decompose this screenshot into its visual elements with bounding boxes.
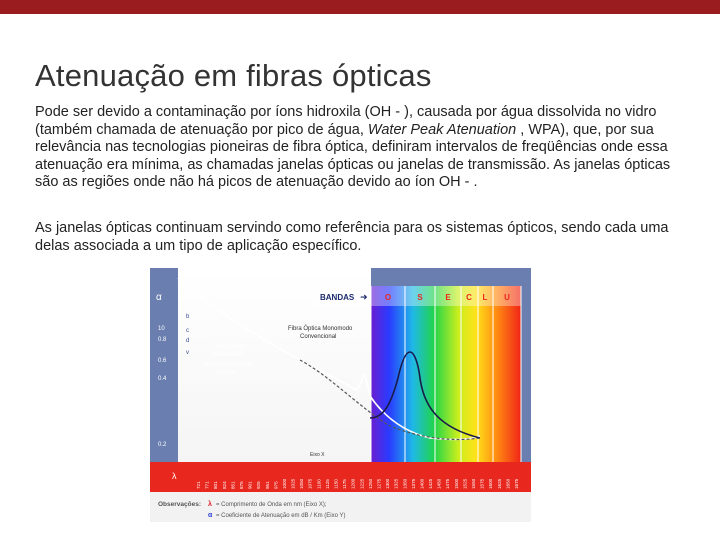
wavelength-label: 1225 bbox=[359, 478, 365, 489]
wavelength-label: 1275 bbox=[376, 478, 382, 489]
spectrum-band-region bbox=[371, 286, 521, 462]
y-tick-label: 0.2 bbox=[158, 442, 167, 448]
wavelength-label: 1625 bbox=[496, 478, 502, 489]
wavelength-label: 801 bbox=[213, 481, 219, 489]
wavelength-label: 1650 bbox=[505, 478, 511, 489]
conventional-fiber-label-line: Fibra Óptica Monomodo bbox=[288, 326, 353, 332]
wavelength-label: 1525 bbox=[462, 478, 468, 489]
wavelength-label: 875 bbox=[238, 481, 244, 489]
bands-arrow-icon: ➜ bbox=[360, 292, 368, 302]
wavelength-label: 1300 bbox=[385, 478, 391, 489]
band-c-label: C bbox=[466, 293, 472, 302]
wavelength-label: 1325 bbox=[393, 478, 399, 489]
notes-heading: Observações: bbox=[158, 501, 201, 508]
band-u-label: U bbox=[504, 293, 510, 302]
wavelength-label: 1350 bbox=[402, 478, 408, 489]
band-o-label: O bbox=[384, 293, 392, 302]
y-tick-label: 10 bbox=[158, 326, 165, 332]
notes-alpha-symbol: α bbox=[208, 512, 213, 519]
slide-title: Atenuação em fibras ópticas bbox=[35, 58, 432, 93]
wavelength-label: 1075 bbox=[307, 478, 313, 489]
paragraph-2: As janelas ópticas continuam servindo como referência para os sistemas ópticos, sendo cada uma delas associada a um tipo de aplicação específico. bbox=[35, 220, 669, 254]
alpha-axis-symbol: α bbox=[156, 292, 162, 303]
wavelength-label: 1375 bbox=[410, 478, 416, 489]
wavelength-label: 1575 bbox=[479, 478, 485, 489]
zero-water-peak-label-line: íons OH bbox=[214, 370, 237, 376]
wavelength-label: 1400 bbox=[419, 478, 425, 489]
wavelength-label: 1175 bbox=[342, 479, 348, 489]
wavelength-label: 1025 bbox=[290, 478, 296, 489]
attenuation-figure bbox=[150, 268, 531, 522]
wavelength-label: 721 bbox=[196, 481, 201, 489]
band-e-label: E bbox=[445, 293, 451, 302]
wavelength-label: 1600 bbox=[488, 478, 494, 489]
wavelength-label: 1150 bbox=[333, 479, 339, 489]
notes-line-2: = Coeficiente de Atenuação em dB / Km (Eixo Y) bbox=[216, 513, 346, 519]
wavelength-label: 1675 bbox=[514, 478, 519, 489]
wavelength-label: 1125 bbox=[324, 479, 330, 489]
wavelength-label: 1500 bbox=[453, 478, 459, 489]
wavelength-label: 1000 bbox=[281, 478, 287, 489]
wavelength-label: 771 bbox=[204, 481, 210, 489]
side-letter: v bbox=[186, 350, 189, 356]
paragraph-1-text-end: , WPA), que, por sua relevância nas tecnologias pioneiras de fibra óptica, definiram intervalos de freqüências onde essa atenuação era mínima, as chamadas janelas ópticas ou janelas de transmissão. As janelas ópticas são as regiões onde não há picos de atenuação devido ao íon OH - . bbox=[35, 121, 671, 190]
wavelength-label: 1475 bbox=[445, 478, 451, 489]
wavelength-label: 824 bbox=[221, 481, 227, 489]
y-tick-label: 0.4 bbox=[158, 376, 167, 382]
paragraph-1 bbox=[35, 104, 695, 192]
notes-lambda-symbol: λ bbox=[208, 501, 212, 508]
wavelength-label: 951 bbox=[264, 481, 270, 489]
wavelength-label: 1250 bbox=[367, 478, 373, 489]
zero-water-peak-label-line: sem a presença de bbox=[202, 362, 254, 368]
x-axis-label: Eixo X bbox=[310, 452, 325, 458]
wavelength-label: 1200 bbox=[350, 478, 356, 489]
side-letter: d bbox=[186, 338, 190, 344]
wavelength-label: 1100 bbox=[316, 479, 322, 489]
wavelength-label: 851 bbox=[230, 481, 236, 489]
notes-line-1: = Comprimento de Onda em nm (Eixo X); bbox=[216, 502, 327, 508]
paragraph-1-italic: Water Peak Atenuation bbox=[367, 121, 517, 138]
side-letter: c bbox=[186, 328, 189, 334]
wavelength-label: 1450 bbox=[436, 478, 442, 489]
wavelength-label: 1425 bbox=[428, 478, 434, 489]
wavelength-label: 1050 bbox=[299, 478, 305, 489]
wavelength-label: 1550 bbox=[471, 478, 477, 489]
band-s-label: S bbox=[417, 293, 423, 302]
y-tick-label: 0.8 bbox=[158, 337, 167, 343]
paragraph-1-text: Pode ser devido a contaminação por íons hidroxila (OH - ), causada por água dissolvida no vidro (também chamada de atenuação por pico de água, bbox=[35, 104, 657, 138]
conventional-fiber-label-line: Convencional bbox=[300, 334, 337, 340]
zero-water-peak-label-line: Monomodo bbox=[212, 352, 243, 358]
wavelength-label: 925 bbox=[256, 481, 262, 489]
band-l-label: L bbox=[482, 293, 488, 302]
zero-water-peak-label-line: Fibra Óptica bbox=[212, 344, 245, 350]
wavelength-label: 975 bbox=[273, 481, 279, 489]
y-tick-label: 0.6 bbox=[158, 358, 167, 364]
lambda-symbol: λ bbox=[172, 471, 177, 481]
top-accent-bar bbox=[0, 0, 720, 14]
wavelength-label: 901 bbox=[247, 481, 253, 489]
side-letter: b bbox=[186, 314, 190, 320]
attenuation-diagram bbox=[150, 268, 531, 522]
bands-label: BANDAS bbox=[320, 293, 355, 302]
